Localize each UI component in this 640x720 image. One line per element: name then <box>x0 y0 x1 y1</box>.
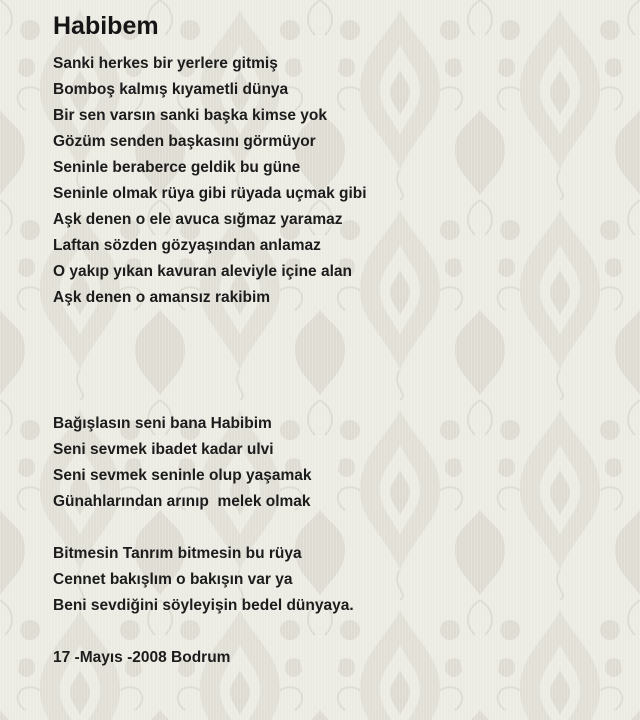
poem-line: Bitmesin Tanrım bitmesin bu rüya <box>53 545 302 562</box>
poem-line: Bağışlasın seni bana Habibim <box>53 415 272 432</box>
poem-line: Sanki herkes bir yerlere gitmiş <box>53 55 278 72</box>
poem-line: Cennet bakışlım o bakışın var ya <box>53 571 293 588</box>
poem-line: Seninle beraberce geldik bu güne <box>53 159 301 176</box>
stanza-3 <box>53 541 613 619</box>
poem-line: Laftan sözden gözyaşından anlamaz <box>53 237 321 254</box>
poem-line: Seni sevmek ibadet kadar ulvi <box>53 441 274 458</box>
poem-container <box>53 10 613 671</box>
poem-line: Gözüm senden başkasını görmüyor <box>53 133 316 150</box>
poem-line: Bomboş kalmış kıyametli dünya <box>53 81 289 98</box>
poem-line: Bir sen varsın sanki başka kimse yok <box>53 107 327 124</box>
poem-line: Beni sevdiğini söyleyişin bedel dünyaya. <box>53 597 354 614</box>
stanza-1 <box>53 51 613 311</box>
poem-line: Aşk denen o ele avuca sığmaz yaramaz <box>53 211 343 228</box>
poem-date-place: 17 -Mayıs -2008 Bodrum <box>53 649 231 666</box>
poem-line: Günahlarından arınıp melek olmak <box>53 493 311 510</box>
poem-line: Seninle olmak rüya gibi rüyada uçmak gibi <box>53 185 367 202</box>
stanza-2 <box>53 411 613 515</box>
poem-title: Habibem <box>53 12 159 40</box>
poem-line: O yakıp yıkan kavuran aleviyle içine alan <box>53 263 352 280</box>
poem-line: Seni sevmek seninle olup yaşamak <box>53 467 312 484</box>
poem-line: Aşk denen o amansız rakibim <box>53 289 271 306</box>
